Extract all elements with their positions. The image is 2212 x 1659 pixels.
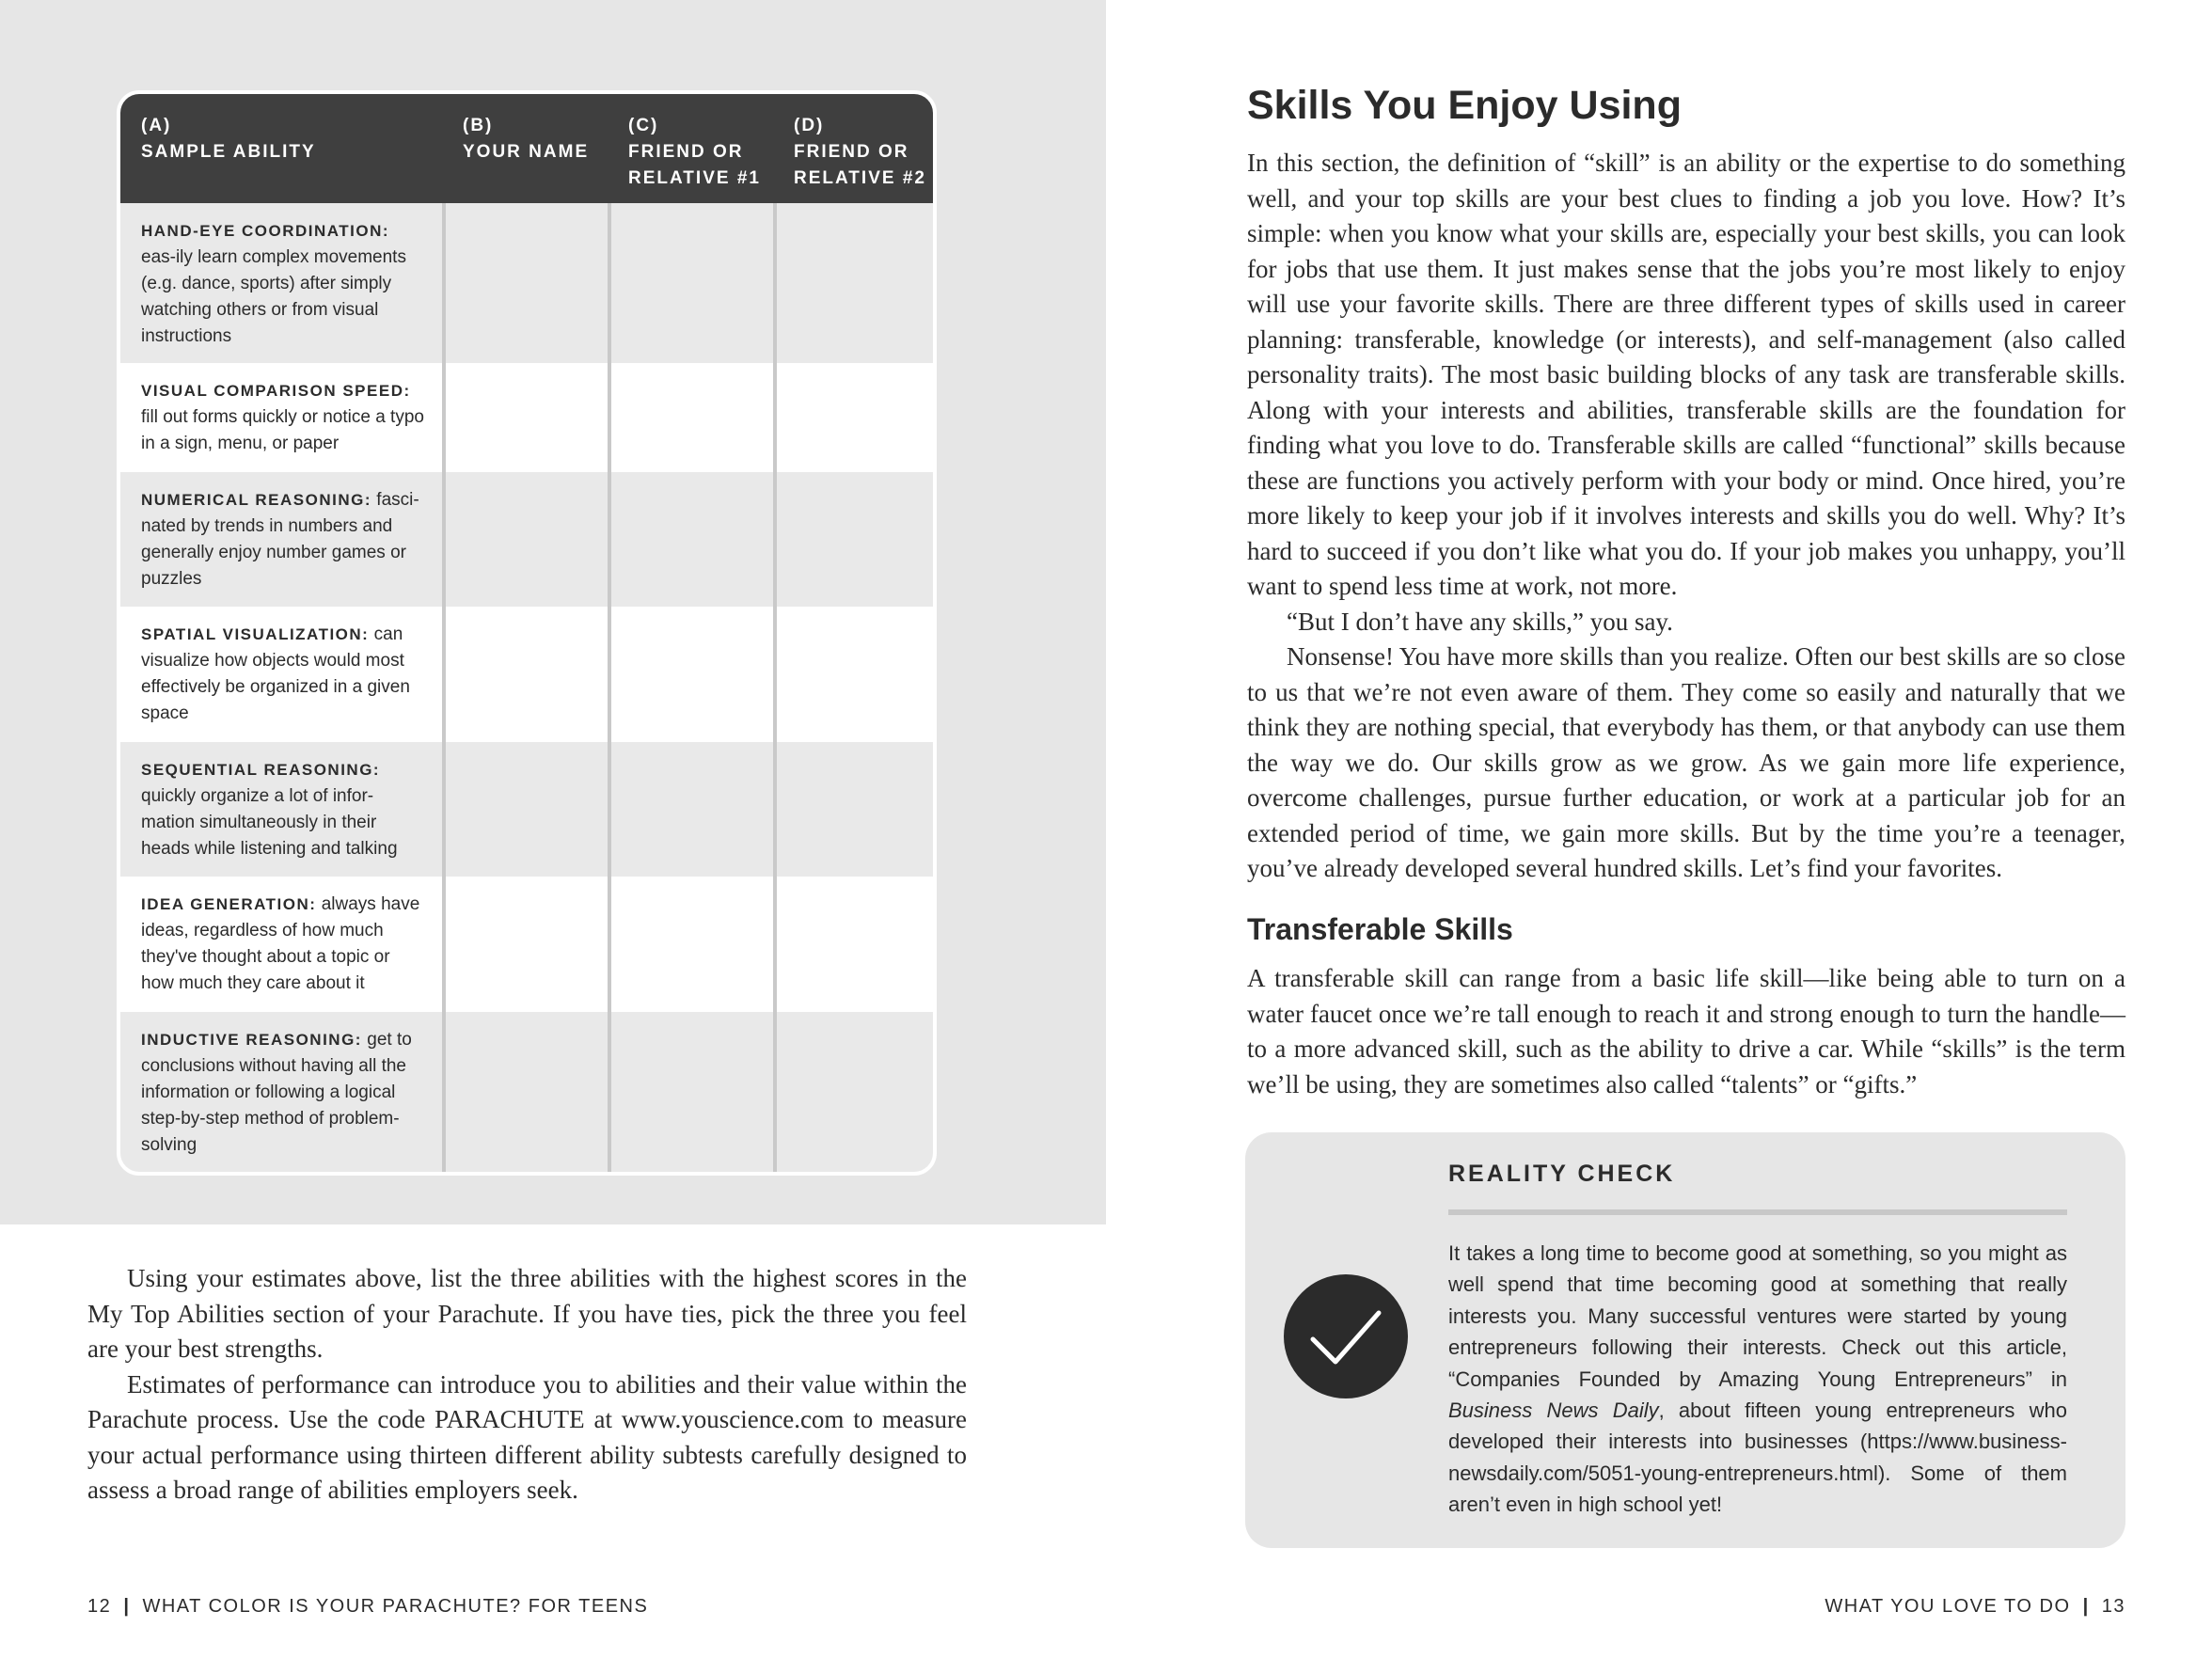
ability-cell	[141, 757, 427, 862]
table-row	[120, 1012, 933, 1176]
ability-name: SEQUENTIAL REASONING:	[141, 761, 381, 779]
ability-name: INDUCTIVE REASONING:	[141, 1031, 362, 1049]
header-code: (D)	[794, 116, 825, 135]
header-friend-2	[794, 113, 926, 192]
header-label: FRIEND OR RELATIVE #2	[794, 142, 926, 188]
publication-name: Business News Daily	[1448, 1398, 1659, 1423]
transferable-skills-text	[1247, 961, 2125, 1102]
ability-description: eas-ily learn complex movements (e.g. dance, sports) after simply watching others or from visual instructions	[141, 247, 406, 346]
footer-separator: |	[2082, 1596, 2090, 1617]
table-row	[120, 877, 933, 1012]
ability-description: get to conclusions without having all the information or following a logical step-by-step method of problem-solving	[141, 1030, 412, 1155]
header-sample-ability	[141, 113, 316, 166]
column-divider	[608, 203, 611, 1172]
left-body-text	[87, 1261, 967, 1509]
header-label: SAMPLE ABILITY	[141, 142, 316, 162]
footer-separator: |	[123, 1596, 131, 1617]
paragraph: A transferable skill can range from a basic life skill—like being able to turn on a water faucet once we’re tall enough to reach it and strong enough to turn the handle—to a more advanced skill, such as the ability to drive a car. While “skills” is the term we’ll be using, they are sometimes also called “talents” or “gifts.”	[1247, 964, 2125, 1098]
paragraph: Nonsense! You have more skills than you realize. Often our best skills are so close to us that we’re not even aware of them. They come so easily and naturally that we think they are nothing special, that everybody has them, or that anybody can use them the way we do. Our skills grow as we grow. As we gain more life experience, overcome challenges, pursue further education, or work at a particular job for an extended period of time, we gain more skills. But by the time you’re a teenager, you’ve already developed several hundred skills. Let’s find your favorites.	[1247, 642, 2125, 882]
table-row	[120, 607, 933, 742]
ability-cell	[141, 218, 427, 350]
reality-check-title: REALITY CHECK	[1448, 1161, 1676, 1187]
column-divider	[773, 203, 777, 1172]
ability-name: HAND-EYE COORDINATION:	[141, 222, 390, 240]
header-label: FRIEND OR RELATIVE #1	[628, 142, 761, 188]
ability-description: fasci-nated by trends in numbers and generally enjoy number games or puzzles	[141, 490, 419, 589]
checkmark-circle-icon	[1283, 1273, 1409, 1399]
paragraph: Using your estimates above, list the three abilities with the highest scores in the My Top Abilities section of your Parachute. If you have ties, pick the three you feel are your best strengths.	[87, 1264, 967, 1363]
ability-cell	[141, 378, 427, 457]
header-friend-1	[628, 113, 761, 192]
running-title: WHAT COLOR IS YOUR PARACHUTE? FOR TEENS	[142, 1596, 649, 1617]
ability-cell	[141, 487, 427, 592]
header-code: (C)	[628, 116, 659, 135]
table-row	[120, 472, 933, 607]
ability-cell	[141, 1027, 427, 1159]
reality-check-box	[1245, 1132, 2125, 1548]
paragraph: Estimates of performance can introduce you to abilities and their value within the Parachute process. Use the code PARACHUTE at www.youscience.com to measure your actual performance using thirteen different ability subtests carefully designed to assess a broad range of abilities employers seek.	[87, 1369, 967, 1504]
ability-description: always have ideas, regardless of how much they've thought about a topic or how much they care about it	[141, 894, 420, 993]
table-row	[120, 742, 933, 877]
running-title: WHAT YOU LOVE TO DO	[1825, 1596, 2071, 1617]
ability-cell	[141, 622, 427, 727]
left-page-footer	[87, 1596, 648, 1618]
header-label: YOUR NAME	[463, 142, 590, 162]
ability-description: can visualize how objects would most effectively be organized in a given space	[141, 624, 410, 723]
body-text: It takes a long time to become good at something, so you might as well spend that time becoming good at something that really interests you. Many successful ventures were started by young entrepreneurs following their interests. Check out this article, “Companies Founded by Amazing Young Entrepreneurs” in	[1448, 1241, 2067, 1391]
ability-description: quickly organize a lot of infor-mation simultaneously in their heads while listening and talking	[141, 786, 398, 859]
ability-cell	[141, 892, 427, 997]
column-divider	[442, 203, 446, 1172]
table-header	[120, 94, 933, 203]
header-your-name	[463, 113, 589, 166]
subsection-title: Transferable Skills	[1247, 912, 1513, 946]
reality-check-body	[1448, 1238, 2067, 1521]
ability-description: fill out forms quickly or notice a typo in a sign, menu, or paper	[141, 407, 424, 453]
table-row	[120, 203, 933, 363]
right-page-footer	[1825, 1596, 2125, 1618]
section-title: Skills You Enjoy Using	[1247, 83, 1682, 128]
page-number: 12	[87, 1596, 112, 1617]
paragraph: “But I don’t have any skills,” you say.	[1287, 607, 1673, 636]
paragraph: In this section, the definition of “skill” is an ability or the expertise to do something well, and your top skills are your best clues to finding a job you love. How? It’s simple: when you know what your skills are, especially your best skills, you can look for jobs that use them. It just makes sense that the jobs you’re most likely to enjoy will use your favorite skills. There are three different types of skills used in career planning: transferable, knowledge (or interests), and self-management (also called personality traits). The most basic building blocks of any task are transferable skills. Along with your interests and abilities, transferable skills are the foundation for finding what you love to do. Transferable skills are called “functional” skills because these are functions you actively perform with your body or mind. Once hired, you’re more likely to keep your job if it involves interests and skills you do well. Why? It’s hard to succeed if you don’t like what you do. If your job makes you unhappy, you’ll want to spend less time at work, not more.	[1247, 149, 2125, 600]
body-text: , about fifteen young entrepreneurs who developed their interests into businesses (https://www.business-newsdaily.com/5051-young-entrepreneurs.html). Some of them aren’t even in high school yet!	[1448, 1398, 2067, 1517]
abilities-table	[117, 90, 937, 1176]
header-code: (A)	[141, 116, 172, 135]
right-body-text	[1247, 146, 2125, 887]
ability-name: NUMERICAL REASONING:	[141, 491, 372, 509]
ability-name: IDEA GENERATION:	[141, 895, 317, 913]
page-number: 13	[2101, 1596, 2125, 1617]
header-code: (B)	[463, 116, 494, 135]
ability-name: SPATIAL VISUALIZATION:	[141, 625, 370, 643]
divider	[1448, 1209, 2067, 1215]
table-row	[120, 363, 933, 472]
ability-name: VISUAL COMPARISON SPEED:	[141, 382, 411, 400]
